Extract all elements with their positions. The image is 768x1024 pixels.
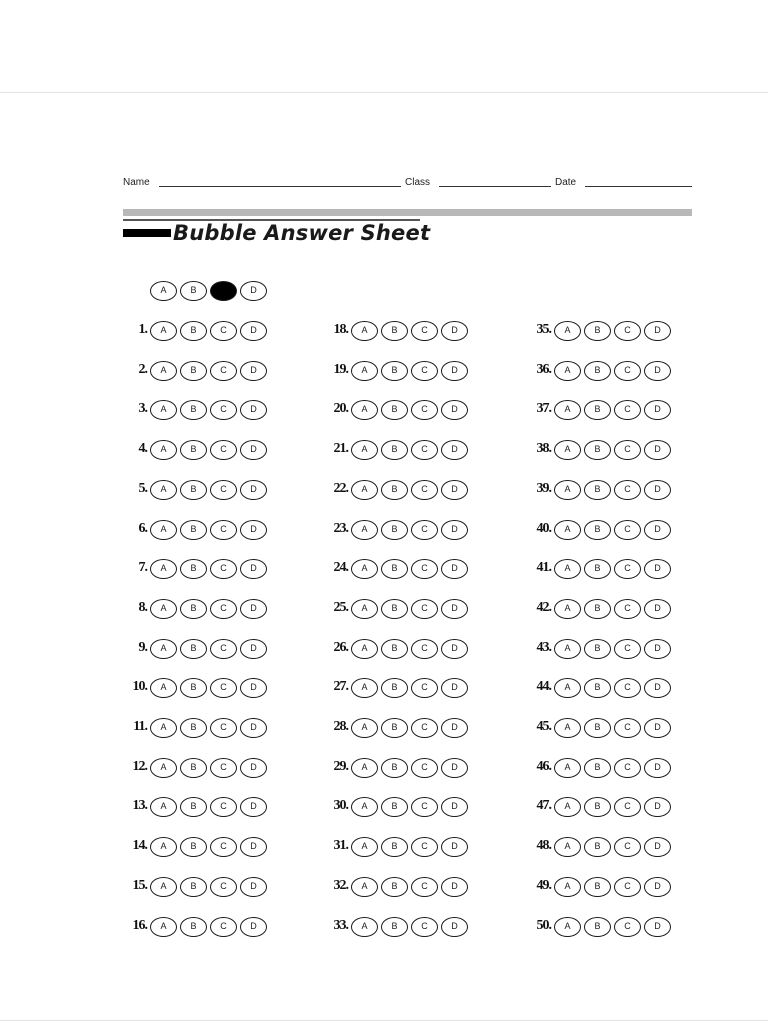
answer-bubble-d[interactable]: D — [441, 480, 468, 500]
question-number: 23. — [333, 521, 348, 536]
question-number: 47. — [536, 798, 551, 813]
answer-bubble-c[interactable]: C — [210, 877, 237, 897]
question-number: 9. — [138, 640, 147, 655]
answer-bubble-c[interactable]: C — [210, 599, 237, 619]
student-info-header — [123, 176, 693, 192]
answer-bubble-b[interactable]: B — [381, 520, 408, 540]
answer-bubble-a[interactable]: A — [150, 678, 177, 698]
answer-bubble-c[interactable]: C — [210, 718, 237, 738]
answer-bubble-d[interactable]: D — [240, 361, 267, 381]
answer-bubble-b[interactable]: B — [381, 599, 408, 619]
answer-bubble-c[interactable]: C — [411, 559, 438, 579]
answer-bubble-a[interactable]: A — [351, 520, 378, 540]
answer-bubble-c[interactable]: C — [411, 917, 438, 937]
answer-bubble-a[interactable]: A — [554, 480, 581, 500]
question-number: 30. — [333, 798, 348, 813]
answer-bubble-c[interactable]: C — [614, 321, 641, 341]
question-number: 37. — [536, 401, 551, 416]
answer-bubble-b[interactable]: B — [180, 559, 207, 579]
answer-bubble-a[interactable]: A — [554, 520, 581, 540]
answer-bubble-b[interactable]: B — [381, 678, 408, 698]
answer-bubble-d[interactable]: D — [441, 361, 468, 381]
answer-bubble-a[interactable]: A — [554, 718, 581, 738]
question-number: 13. — [132, 798, 147, 813]
answer-bubble-b[interactable]: B — [180, 917, 207, 937]
answer-bubble-c[interactable]: C — [210, 480, 237, 500]
answer-bubble-a[interactable]: A — [351, 639, 378, 659]
answer-bubble-a[interactable]: A — [554, 797, 581, 817]
answer-bubble-a[interactable]: A — [150, 639, 177, 659]
answer-bubble-b[interactable]: B — [180, 440, 207, 460]
answer-bubble-d[interactable]: D — [240, 400, 267, 420]
answer-bubble-a[interactable]: A — [554, 758, 581, 778]
answer-bubble-d[interactable]: D — [441, 837, 468, 857]
question-number: 43. — [536, 640, 551, 655]
answer-bubble-b[interactable]: B — [381, 440, 408, 460]
question-number: 24. — [333, 560, 348, 575]
answer-bubble-b[interactable]: B — [381, 917, 408, 937]
answer-bubble-c[interactable]: C — [614, 520, 641, 540]
answer-bubble-a[interactable]: A — [351, 480, 378, 500]
answer-bubble-b[interactable]: B — [381, 321, 408, 341]
answer-bubble-c[interactable]: C — [411, 440, 438, 460]
answer-bubble-c[interactable]: C — [614, 877, 641, 897]
question-number: 32. — [333, 878, 348, 893]
question-number: 12. — [132, 759, 147, 774]
question-number: 4. — [138, 441, 147, 456]
question-number: 15. — [132, 878, 147, 893]
question-number: 36. — [536, 362, 551, 377]
answer-bubble-b[interactable]: B — [381, 559, 408, 579]
example-bubble: D — [240, 281, 267, 301]
answer-bubble-a[interactable]: A — [351, 758, 378, 778]
answer-bubble-d[interactable]: D — [644, 837, 671, 857]
answer-bubble-b[interactable]: B — [180, 321, 207, 341]
answer-bubble-b[interactable]: B — [180, 400, 207, 420]
answer-bubble-c[interactable]: C — [210, 361, 237, 381]
page-title: Bubble Answer Sheet — [173, 221, 431, 245]
answer-bubble-d[interactable]: D — [441, 758, 468, 778]
name-field[interactable] — [159, 186, 401, 187]
question-number: 5. — [138, 481, 147, 496]
answer-bubble-a[interactable]: A — [150, 440, 177, 460]
answer-bubble-c[interactable]: C — [210, 758, 237, 778]
question-number: 44. — [536, 679, 551, 694]
answer-bubble-a[interactable]: A — [554, 599, 581, 619]
answer-bubble-a[interactable]: A — [150, 797, 177, 817]
answer-bubble-a[interactable]: A — [554, 321, 581, 341]
answer-bubble-c[interactable]: C — [210, 797, 237, 817]
answer-bubble-c[interactable]: C — [614, 758, 641, 778]
answer-bubble-d[interactable]: D — [644, 400, 671, 420]
answer-bubble-b[interactable]: B — [381, 480, 408, 500]
answer-bubble-a[interactable]: A — [351, 718, 378, 738]
question-number: 3. — [138, 401, 147, 416]
answer-bubble-a[interactable]: A — [150, 917, 177, 937]
answer-bubble-c[interactable]: C — [614, 639, 641, 659]
answer-bubble-b[interactable]: B — [584, 520, 611, 540]
answer-bubble-d[interactable]: D — [441, 678, 468, 698]
answer-bubble-b[interactable]: B — [381, 718, 408, 738]
page-bottom-edge — [0, 1020, 768, 1021]
answer-bubble-d[interactable]: D — [240, 440, 267, 460]
answer-bubble-a[interactable]: A — [351, 678, 378, 698]
answer-bubble-a[interactable]: A — [351, 559, 378, 579]
answer-bubble-b[interactable]: B — [381, 877, 408, 897]
answer-bubble-c[interactable]: C — [614, 400, 641, 420]
answer-bubble-a[interactable]: A — [351, 440, 378, 460]
question-number: 28. — [333, 719, 348, 734]
answer-bubble-d[interactable]: D — [644, 917, 671, 937]
answer-bubble-b[interactable]: B — [584, 639, 611, 659]
answer-bubble-d[interactable]: D — [441, 917, 468, 937]
answer-bubble-a[interactable]: A — [150, 361, 177, 381]
answer-bubble-c[interactable]: C — [210, 837, 237, 857]
example-filled-bubble — [210, 281, 237, 301]
answer-bubble-a[interactable]: A — [554, 678, 581, 698]
answer-bubble-d[interactable]: D — [644, 480, 671, 500]
answer-bubble-c[interactable]: C — [210, 440, 237, 460]
answer-bubble-a[interactable]: A — [554, 639, 581, 659]
question-number: 49. — [536, 878, 551, 893]
question-number: 41. — [536, 560, 551, 575]
question-number: 48. — [536, 838, 551, 853]
answer-bubble-b[interactable]: B — [180, 678, 207, 698]
question-number: 1. — [138, 322, 147, 337]
answer-bubble-c[interactable]: C — [210, 520, 237, 540]
answer-bubble-b[interactable]: B — [584, 917, 611, 937]
answer-bubble-d[interactable]: D — [644, 361, 671, 381]
page-top-edge — [0, 92, 768, 93]
answer-bubble-d[interactable]: D — [644, 718, 671, 738]
answer-bubble-c[interactable]: C — [614, 440, 641, 460]
question-number: 22. — [333, 481, 348, 496]
answer-bubble-c[interactable]: C — [411, 718, 438, 738]
question-number: 33. — [333, 918, 348, 933]
answer-bubble-b[interactable]: B — [180, 877, 207, 897]
answer-bubble-b[interactable]: B — [381, 837, 408, 857]
answer-bubble-b[interactable]: B — [180, 797, 207, 817]
answer-bubble-a[interactable]: A — [554, 440, 581, 460]
question-number: 39. — [536, 481, 551, 496]
answer-bubble-d[interactable]: D — [644, 797, 671, 817]
question-number: 8. — [138, 600, 147, 615]
class-field[interactable] — [439, 186, 551, 187]
answer-bubble-b[interactable]: B — [180, 361, 207, 381]
answer-bubble-b[interactable]: B — [381, 361, 408, 381]
answer-bubble-b[interactable]: B — [381, 639, 408, 659]
answer-bubble-a[interactable]: A — [150, 559, 177, 579]
answer-bubble-d[interactable]: D — [240, 917, 267, 937]
answer-bubble-b[interactable]: B — [584, 837, 611, 857]
answer-bubble-b[interactable]: B — [584, 758, 611, 778]
answer-bubble-d[interactable]: D — [441, 718, 468, 738]
answer-bubble-a[interactable]: A — [351, 837, 378, 857]
answer-bubble-c[interactable]: C — [614, 361, 641, 381]
answer-bubble-b[interactable]: B — [584, 361, 611, 381]
answer-bubble-c[interactable]: C — [210, 917, 237, 937]
question-number: 2. — [138, 362, 147, 377]
question-number: 25. — [333, 600, 348, 615]
answer-bubble-a[interactable]: A — [150, 877, 177, 897]
answer-bubble-a[interactable]: A — [554, 877, 581, 897]
answer-bubble-d[interactable]: D — [240, 559, 267, 579]
answer-bubble-d[interactable]: D — [441, 639, 468, 659]
answer-bubble-a[interactable]: A — [351, 400, 378, 420]
answer-bubble-a[interactable]: A — [554, 837, 581, 857]
question-number: 7. — [138, 560, 147, 575]
question-number: 27. — [333, 679, 348, 694]
answer-bubble-d[interactable]: D — [441, 599, 468, 619]
answer-bubble-a[interactable]: A — [150, 758, 177, 778]
answer-bubble-a[interactable]: A — [351, 877, 378, 897]
answer-bubble-c[interactable]: C — [411, 797, 438, 817]
answer-bubble-d[interactable]: D — [441, 440, 468, 460]
answer-bubble-b[interactable]: B — [584, 321, 611, 341]
answer-bubble-c[interactable]: C — [614, 480, 641, 500]
answer-bubble-d[interactable]: D — [240, 639, 267, 659]
answer-bubble-c[interactable]: C — [210, 321, 237, 341]
answer-bubble-a[interactable]: A — [150, 480, 177, 500]
date-label: Date — [555, 177, 577, 188]
question-number: 40. — [536, 521, 551, 536]
answer-bubble-a[interactable]: A — [150, 837, 177, 857]
answer-bubble-c[interactable]: C — [210, 678, 237, 698]
answer-bubble-b[interactable]: B — [180, 599, 207, 619]
question-number: 38. — [536, 441, 551, 456]
question-number: 46. — [536, 759, 551, 774]
answer-bubble-d[interactable]: D — [240, 837, 267, 857]
question-number: 42. — [536, 600, 551, 615]
answer-bubble-d[interactable]: D — [240, 321, 267, 341]
answer-bubble-c[interactable]: C — [411, 877, 438, 897]
answer-bubble-a[interactable]: A — [351, 917, 378, 937]
question-number: 11. — [133, 719, 147, 734]
answer-bubble-b[interactable]: B — [584, 559, 611, 579]
answer-bubble-a[interactable]: A — [351, 361, 378, 381]
answer-bubble-b[interactable]: B — [584, 797, 611, 817]
question-number: 18. — [333, 322, 348, 337]
answer-bubble-a[interactable]: A — [150, 400, 177, 420]
answer-bubble-a[interactable]: A — [150, 520, 177, 540]
answer-bubble-d[interactable]: D — [240, 797, 267, 817]
answer-bubble-d[interactable]: D — [441, 400, 468, 420]
answer-bubble-d[interactable]: D — [644, 639, 671, 659]
answer-bubble-b[interactable]: B — [180, 480, 207, 500]
answer-bubble-d[interactable]: D — [644, 877, 671, 897]
question-number: 31. — [333, 838, 348, 853]
answer-bubble-c[interactable]: C — [411, 480, 438, 500]
answer-bubble-d[interactable]: D — [240, 599, 267, 619]
answer-bubble-c[interactable]: C — [614, 917, 641, 937]
answer-bubble-d[interactable]: D — [240, 678, 267, 698]
answer-bubble-c[interactable]: C — [411, 837, 438, 857]
answer-bubble-b[interactable]: B — [584, 440, 611, 460]
answer-bubble-c[interactable]: C — [411, 361, 438, 381]
answer-bubble-d[interactable]: D — [441, 877, 468, 897]
answer-bubble-c[interactable]: C — [411, 758, 438, 778]
answer-bubble-d[interactable]: D — [644, 758, 671, 778]
answer-bubble-c[interactable]: C — [614, 678, 641, 698]
question-number: 35. — [536, 322, 551, 337]
answer-bubble-b[interactable]: B — [381, 797, 408, 817]
question-number: 16. — [132, 918, 147, 933]
answer-bubble-d[interactable]: D — [240, 758, 267, 778]
answer-bubble-a[interactable]: A — [351, 797, 378, 817]
answer-bubble-c[interactable]: C — [614, 797, 641, 817]
answer-bubble-d[interactable]: D — [644, 520, 671, 540]
answer-bubble-c[interactable]: C — [210, 559, 237, 579]
answer-bubble-b[interactable]: B — [180, 639, 207, 659]
answer-bubble-c[interactable]: C — [411, 678, 438, 698]
answer-bubble-d[interactable]: D — [441, 520, 468, 540]
answer-bubble-b[interactable]: B — [180, 758, 207, 778]
answer-bubble-b[interactable]: B — [584, 877, 611, 897]
answer-bubble-c[interactable]: C — [411, 599, 438, 619]
question-number: 45. — [536, 719, 551, 734]
example-bubble: A — [150, 281, 177, 301]
answer-bubble-b[interactable]: B — [180, 718, 207, 738]
answer-bubble-c[interactable]: C — [614, 718, 641, 738]
question-number: 20. — [333, 401, 348, 416]
answer-bubble-b[interactable]: B — [180, 837, 207, 857]
answer-bubble-d[interactable]: D — [644, 440, 671, 460]
answer-bubble-c[interactable]: C — [210, 639, 237, 659]
answer-bubble-d[interactable]: D — [240, 480, 267, 500]
answer-bubble-a[interactable]: A — [554, 559, 581, 579]
question-number: 21. — [333, 441, 348, 456]
answer-bubble-d[interactable]: D — [240, 877, 267, 897]
answer-bubble-c[interactable]: C — [411, 520, 438, 540]
answer-bubble-a[interactable]: A — [554, 361, 581, 381]
answer-bubble-a[interactable]: A — [351, 599, 378, 619]
answer-bubble-d[interactable]: D — [644, 599, 671, 619]
answer-bubble-d[interactable]: D — [644, 321, 671, 341]
answer-bubble-d[interactable]: D — [644, 678, 671, 698]
answer-bubble-c[interactable]: C — [411, 321, 438, 341]
name-label: Name — [123, 177, 150, 188]
answer-bubble-a[interactable]: A — [554, 917, 581, 937]
question-number: 6. — [138, 521, 147, 536]
answer-bubble-b[interactable]: B — [584, 678, 611, 698]
question-number: 14. — [132, 838, 147, 853]
answer-bubble-d[interactable]: D — [240, 520, 267, 540]
question-number: 29. — [333, 759, 348, 774]
example-bubble: B — [180, 281, 207, 301]
answer-bubble-c[interactable]: C — [614, 837, 641, 857]
answer-bubble-d[interactable]: D — [441, 559, 468, 579]
question-number: 10. — [132, 679, 147, 694]
answer-bubble-b[interactable]: B — [180, 520, 207, 540]
answer-bubble-a[interactable]: A — [150, 718, 177, 738]
answer-bubble-c[interactable]: C — [411, 400, 438, 420]
answer-bubble-b[interactable]: B — [584, 400, 611, 420]
class-label: Class — [405, 177, 431, 188]
answer-bubble-b[interactable]: B — [584, 480, 611, 500]
question-number: 26. — [333, 640, 348, 655]
answer-bubble-d[interactable]: D — [441, 797, 468, 817]
answer-bubble-b[interactable]: B — [584, 599, 611, 619]
answer-bubble-c[interactable]: C — [614, 599, 641, 619]
answer-bubble-a[interactable]: A — [150, 321, 177, 341]
answer-bubble-d[interactable]: D — [441, 321, 468, 341]
answer-bubble-a[interactable]: A — [554, 400, 581, 420]
date-field[interactable] — [585, 186, 692, 187]
question-number: 19. — [333, 362, 348, 377]
answer-bubble-d[interactable]: D — [240, 718, 267, 738]
answer-bubble-c[interactable]: C — [614, 559, 641, 579]
answer-bubble-b[interactable]: B — [584, 718, 611, 738]
answer-bubble-d[interactable]: D — [644, 559, 671, 579]
header-divider — [123, 209, 692, 216]
answer-bubble-a[interactable]: A — [351, 321, 378, 341]
answer-bubble-b[interactable]: B — [381, 758, 408, 778]
answer-bubble-a[interactable]: A — [150, 599, 177, 619]
answer-bubble-c[interactable]: C — [210, 400, 237, 420]
answer-bubble-b[interactable]: B — [381, 400, 408, 420]
title-marker — [123, 229, 171, 237]
question-number: 50. — [536, 918, 551, 933]
answer-bubble-c[interactable]: C — [411, 639, 438, 659]
